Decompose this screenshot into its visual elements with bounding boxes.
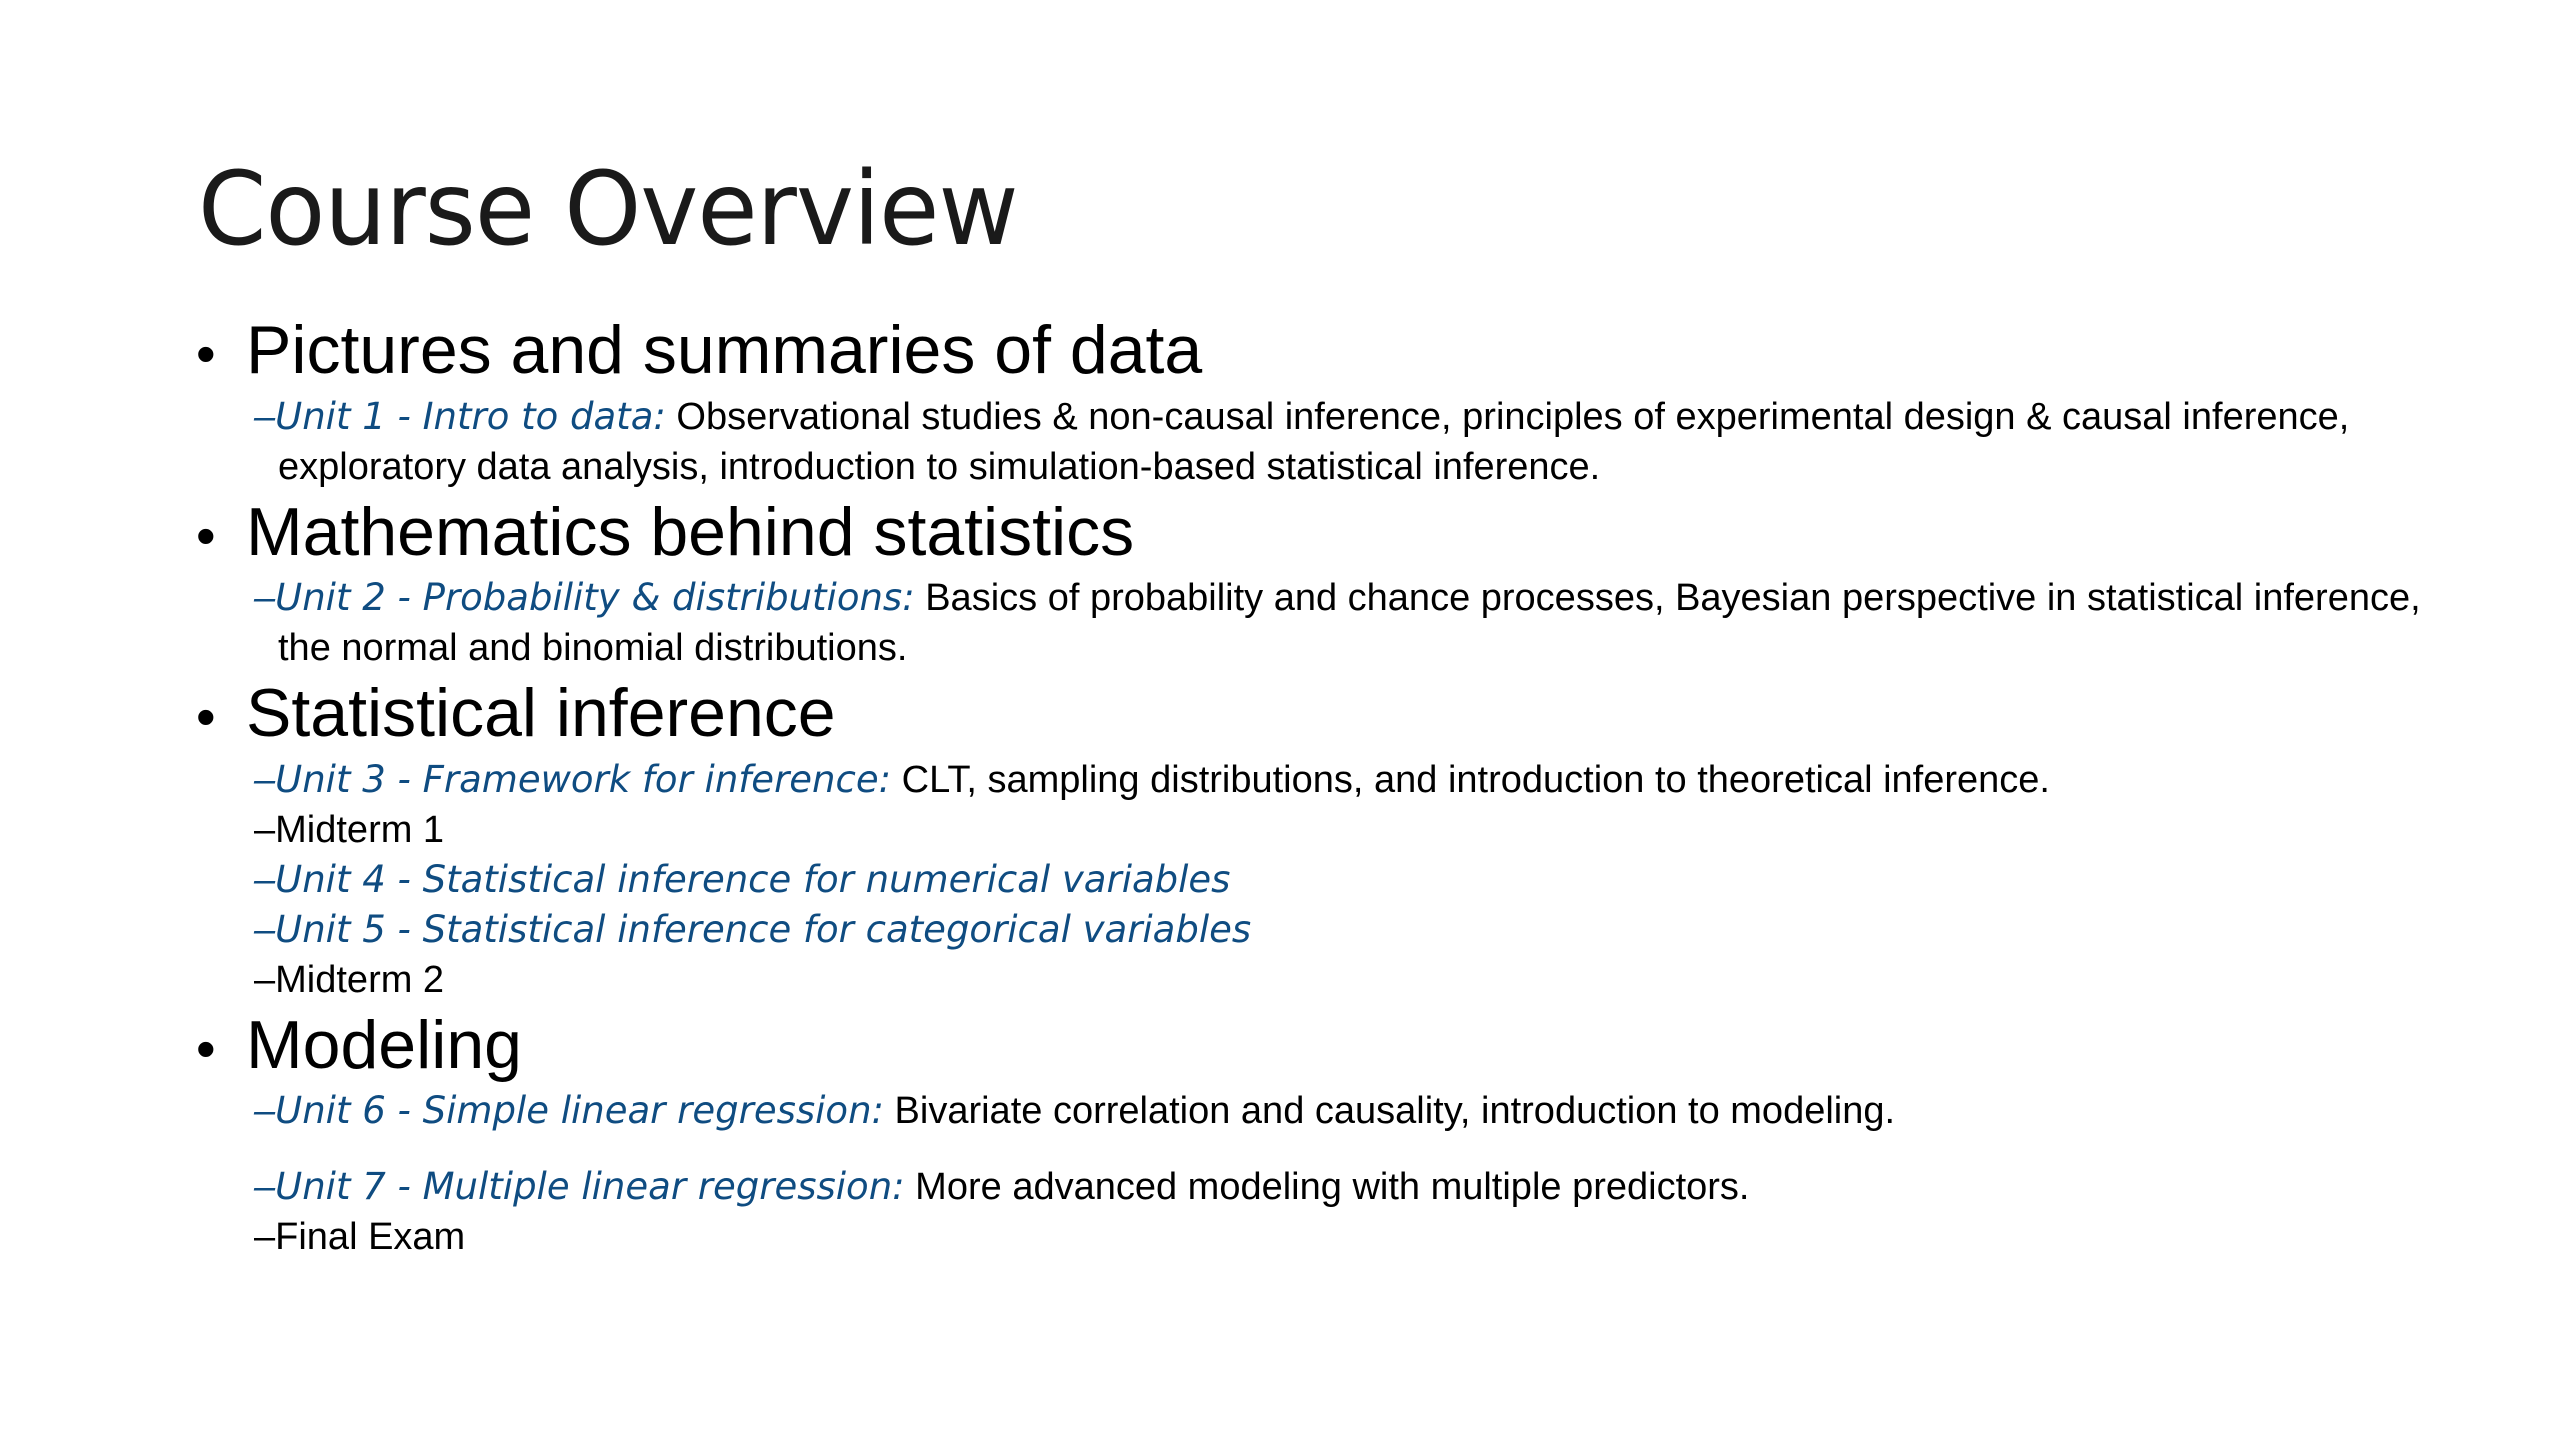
unit-description: CLT, sampling distributions, and introduction to theoretical inference. — [891, 758, 2050, 801]
section-heading — [196, 1005, 2456, 1087]
unit-label: Unit 7 - Multiple linear regression: — [275, 1165, 905, 1209]
bullet-icon: • — [196, 1016, 216, 1080]
section-pictures-summaries — [196, 310, 2456, 492]
list-item — [254, 573, 2456, 673]
list-item — [254, 755, 2456, 805]
heading-text: Modeling — [246, 1006, 522, 1083]
bullet-icon: • — [196, 322, 216, 385]
bullet-icon: • — [196, 685, 216, 749]
heading-text: Statistical inference — [246, 675, 836, 752]
unit-label: Unit 2 - Probability & distributions: — [275, 576, 915, 620]
slide-content — [196, 310, 2456, 1262]
unit-description: Bivariate correlation and causality, introduction to modeling. — [883, 1090, 1896, 1133]
list-item — [254, 392, 2456, 492]
dash-icon: – — [254, 577, 276, 620]
unit-description: More advanced modeling with multiple predictors. — [904, 1166, 1750, 1209]
dash-icon: – — [254, 908, 276, 951]
sub-list — [254, 1086, 2456, 1262]
list-item — [254, 805, 2456, 855]
dash-icon: – — [254, 1166, 276, 1209]
unit-label: Unit 3 - Framework for inference: — [275, 757, 892, 801]
dash-icon: – — [254, 1216, 276, 1259]
bullet-icon: • — [196, 503, 216, 567]
section-heading — [196, 310, 2456, 392]
unit-label: Unit 4 - Statistical inference for numerical variables — [275, 857, 1231, 901]
dash-icon: – — [254, 808, 276, 851]
heading-text: Mathematics behind statistics — [246, 493, 1135, 570]
unit-description: Basics of probability and chance processes, Bayesian perspective in statistical inference, the normal and binomial distributions. — [278, 577, 2421, 670]
dash-icon: – — [254, 858, 276, 901]
item-text: Midterm 2 — [275, 958, 445, 1001]
list-item — [254, 1212, 2456, 1262]
item-text: Final Exam — [275, 1216, 466, 1259]
section-statistical-inference — [196, 673, 2456, 1005]
section-mathematics — [196, 492, 2456, 674]
unit-label: Unit 6 - Simple linear regression: — [275, 1089, 884, 1133]
spacer — [254, 1136, 2456, 1162]
list-item — [254, 955, 2456, 1005]
list-item — [254, 1086, 2456, 1136]
unit-description: Observational studies & non-causal inference, principles of experimental design & causal inference, exploratory data analysis, introduction to simulation-based statistical inference. — [278, 395, 2350, 488]
slide-title: Course Overview — [198, 150, 1018, 269]
section-heading — [196, 492, 2456, 574]
list-item — [254, 905, 2456, 955]
sub-list — [254, 573, 2456, 673]
dash-icon: – — [254, 958, 276, 1001]
unit-label: Unit 1 - Intro to data: — [275, 394, 666, 438]
list-item — [254, 855, 2456, 905]
dash-icon: – — [254, 758, 276, 801]
section-modeling — [196, 1005, 2456, 1263]
dash-icon: – — [254, 395, 276, 438]
section-heading — [196, 673, 2456, 755]
dash-icon: – — [254, 1090, 276, 1133]
sub-list — [254, 755, 2456, 1005]
list-item — [254, 1162, 2456, 1212]
unit-label: Unit 5 - Statistical inference for categorical variables — [275, 907, 1252, 951]
sub-list — [254, 392, 2456, 492]
item-text: Midterm 1 — [275, 808, 445, 851]
heading-text: Pictures and summaries of data — [246, 312, 1203, 388]
